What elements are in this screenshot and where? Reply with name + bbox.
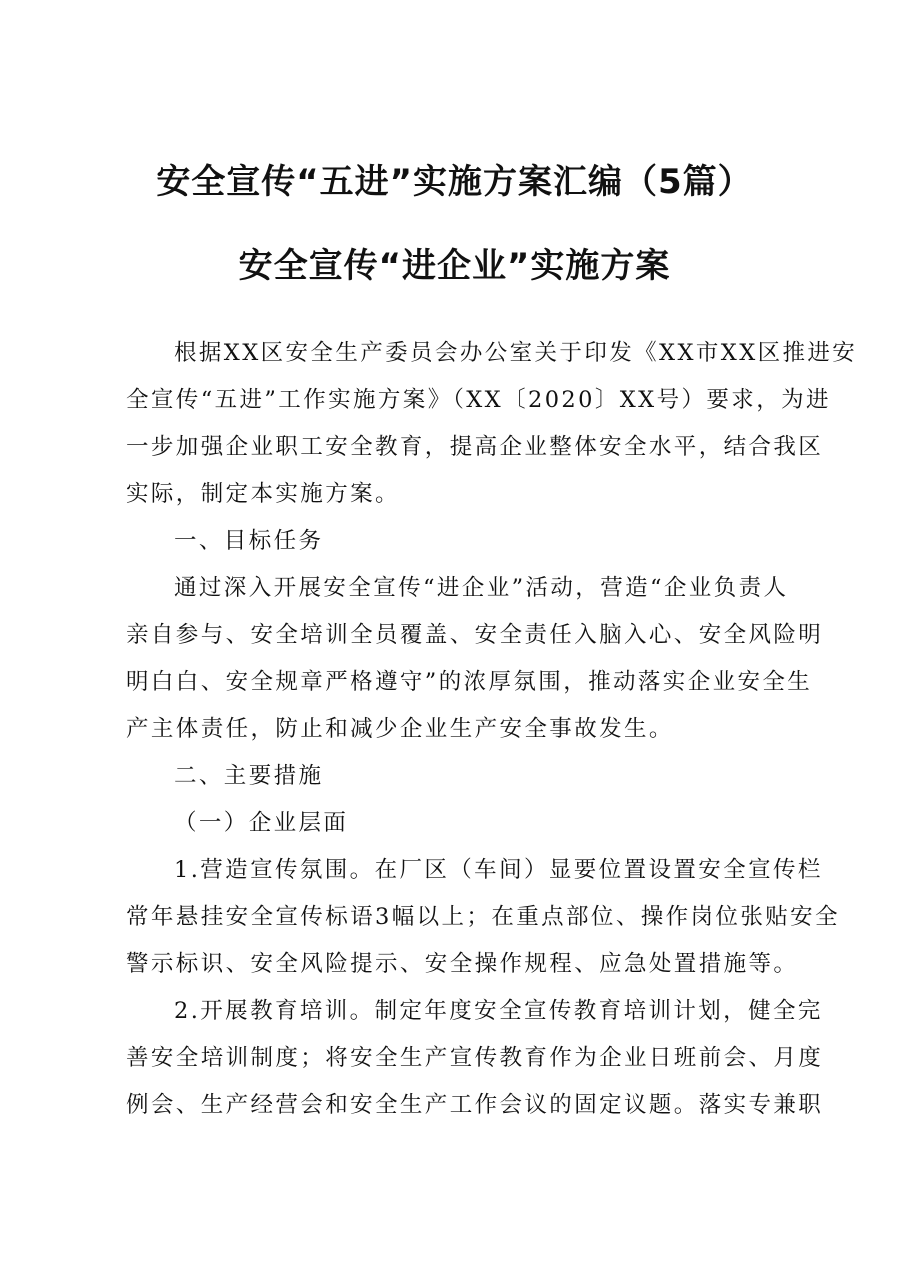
body-line: 例会、生产经营会和安全生产工作会议的固定议题。落实专兼职 [126,1092,824,1118]
section-heading: 二、主要措施 [174,763,324,789]
body-line: 常年悬挂安全宣传标语3幅以上；在重点部位、操作岗位张贴安全 [126,904,840,930]
body-line: 全宣传“五进”工作实施方案》（XX〔2020〕XX号）要求，为进 [126,387,831,413]
body-line: 亲自参与、安全培训全员覆盖、安全责任入脑入心、安全风险明 [126,622,824,648]
body-line: 实际，制定本实施方案。 [126,481,400,507]
body-line: 一步加强企业职工安全教育，提高企业整体安全水平，结合我区 [126,434,824,460]
document-body [126,330,858,1129]
body-line: 明白白、安全规章严格遵守”的浓厚氛围，推动落实企业安全生 [126,669,813,695]
section-heading: 一、目标任务 [174,528,324,554]
body-line: 善安全培训制度；将安全生产宣传教育作为企业日班前会、月度 [126,1045,824,1071]
document-title: 安全宣传“五进”实施方案汇编（5篇） [156,162,753,202]
body-line: 2.开展教育培训。制定年度安全宣传教育培训计划，健全完 [174,998,823,1024]
body-line: 产主体责任，防止和减少企业生产安全事故发生。 [126,716,674,742]
body-line: 1.营造宣传氛围。在厂区（车间）显要位置设置安全宣传栏 [174,857,823,883]
body-line: 根据XX区安全生产委员会办公室关于印发《XX市XX区推进安 [174,340,858,366]
subsection-heading: （一）企业层面 [174,810,349,836]
body-line: 通过深入开展安全宣传“进企业”活动，营造“企业负责人 [174,575,789,601]
body-line: 警示标识、安全风险提示、安全操作规程、应急处置措施等。 [126,951,799,977]
document-subtitle: 安全宣传“进企业”实施方案 [238,246,671,286]
